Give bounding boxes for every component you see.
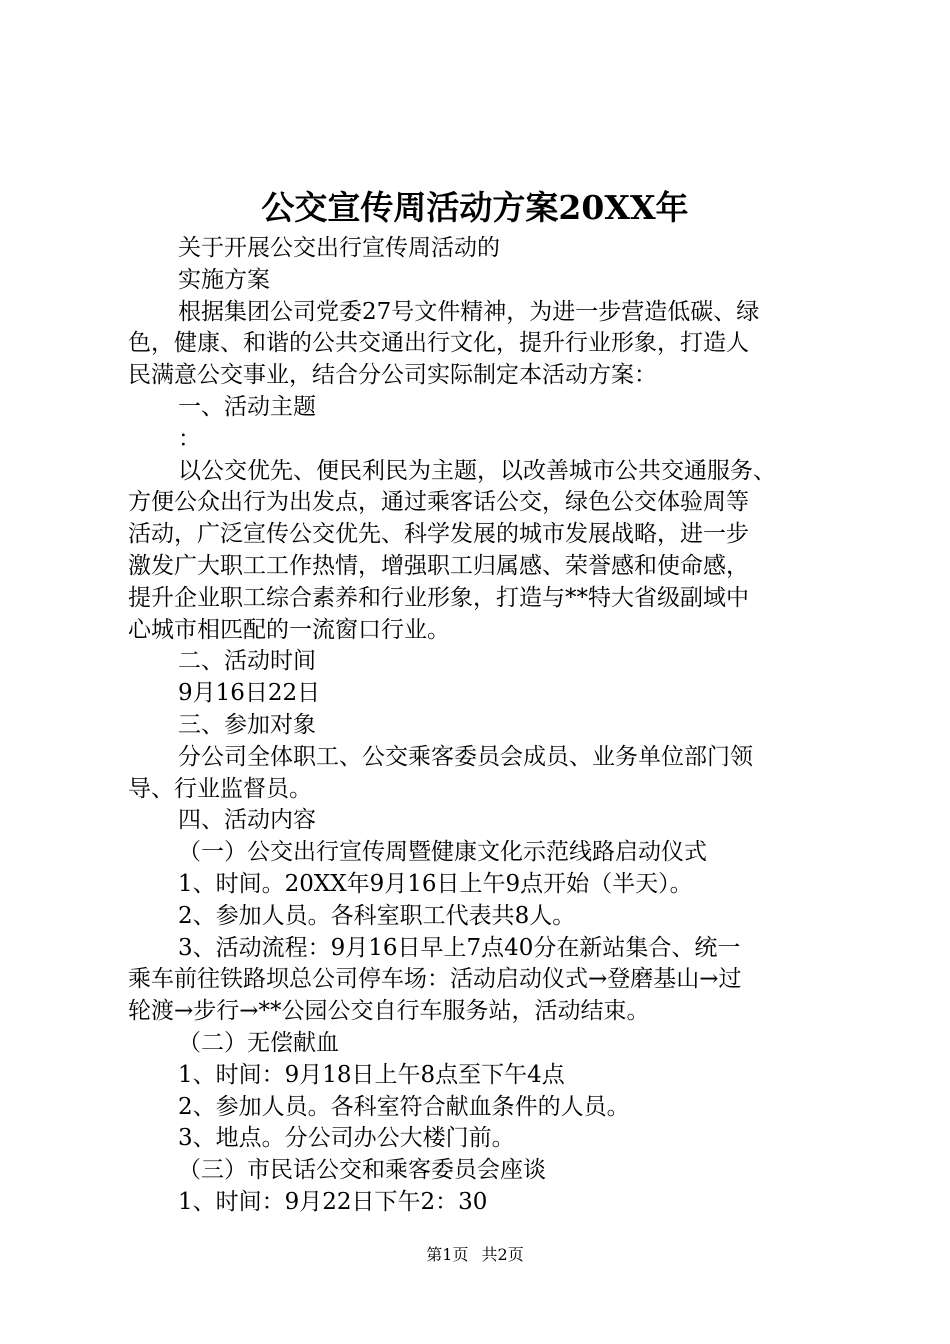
paragraph-line: 导、行业监督员。 (128, 775, 312, 802)
paragraph-line: 方便公众出行为出发点，通过乘客话公交，绿色公交体验周等 (128, 489, 749, 516)
page-total: 共2页 (481, 1245, 524, 1264)
page-footer (0, 1243, 950, 1267)
page-number: 第1页 (426, 1245, 469, 1264)
paragraph-line: 实施方案 (178, 266, 270, 293)
paragraph-line: 3、地点。分公司办公大楼门前。 (178, 1125, 515, 1152)
paragraph-line: 2、参加人员。各科室职工代表共8人。 (178, 902, 576, 929)
document-title: 公交宣传周活动方案20XX年 (261, 188, 689, 227)
paragraph-line: 一、活动主题 (178, 393, 316, 420)
document-body (128, 233, 834, 1219)
paragraph-line: 1、时间：9月18日上午8点至下午4点 (178, 1061, 565, 1088)
paragraph-line: （二）无偿献血 (178, 1029, 339, 1056)
paragraph-line: 1、时间：9月22日下午2：30 (178, 1188, 488, 1215)
paragraph-line: 乘车前往铁路坝总公司停车场：活动启动仪式→登磨基山→过 (128, 966, 742, 993)
paragraph-line: 激发广大职工工作热情，增强职工归属感、荣誉感和使命感， (128, 552, 749, 579)
paragraph-line: 分公司全体职工、公交乘客委员会成员、业务单位部门领 (178, 743, 753, 770)
paragraph-line: 三、参加对象 (178, 711, 316, 738)
paragraph-line: 1、时间。20XX年9月16日上午9点开始（半天）。 (178, 870, 693, 897)
paragraph-line: 民满意公交事业，结合分公司实际制定本活动方案： (128, 362, 657, 389)
paragraph-line: 3、活动流程：9月16日早上7点40分在新站集合、统一 (178, 934, 741, 961)
paragraph-line: 以公交优先、便民利民为主题，以改善城市公共交通服务、 (178, 457, 776, 484)
paragraph-line: 关于开展公交出行宣传周活动的 (178, 235, 500, 261)
paragraph-line: ： (178, 425, 201, 452)
paragraph-line: 四、活动内容 (178, 807, 316, 834)
paragraph-line: 心城市相匹配的一流窗口行业。 (128, 616, 450, 643)
paragraph-line: 轮渡→步行→**公园公交自行车服务站，活动结束。 (128, 998, 650, 1025)
paragraph-line: 9月16日22日 (178, 680, 321, 707)
paragraph-line: 根据集团公司党委27号文件精神，为进一步营造低碳、绿 (178, 298, 760, 325)
paragraph-line: 二、活动时间 (178, 648, 316, 675)
paragraph-line: 提升企业职工综合素养和行业形象，打造与**特大省级副域中 (128, 584, 749, 611)
paragraph-line: 活动，广泛宣传公交优先、科学发展的城市发展战略，进一步 (128, 521, 749, 548)
paragraph-line: 2、参加人员。各科室符合献血条件的人员。 (178, 1093, 630, 1120)
paragraph-line: （三）市民话公交和乘客委员会座谈 (178, 1157, 546, 1184)
paragraph-line: 色，健康、和谐的公共交通出行文化，提升行业形象，打造人 (128, 330, 749, 357)
paragraph-line: （一）公交出行宣传周暨健康文化示范线路启动仪式 (178, 839, 707, 866)
